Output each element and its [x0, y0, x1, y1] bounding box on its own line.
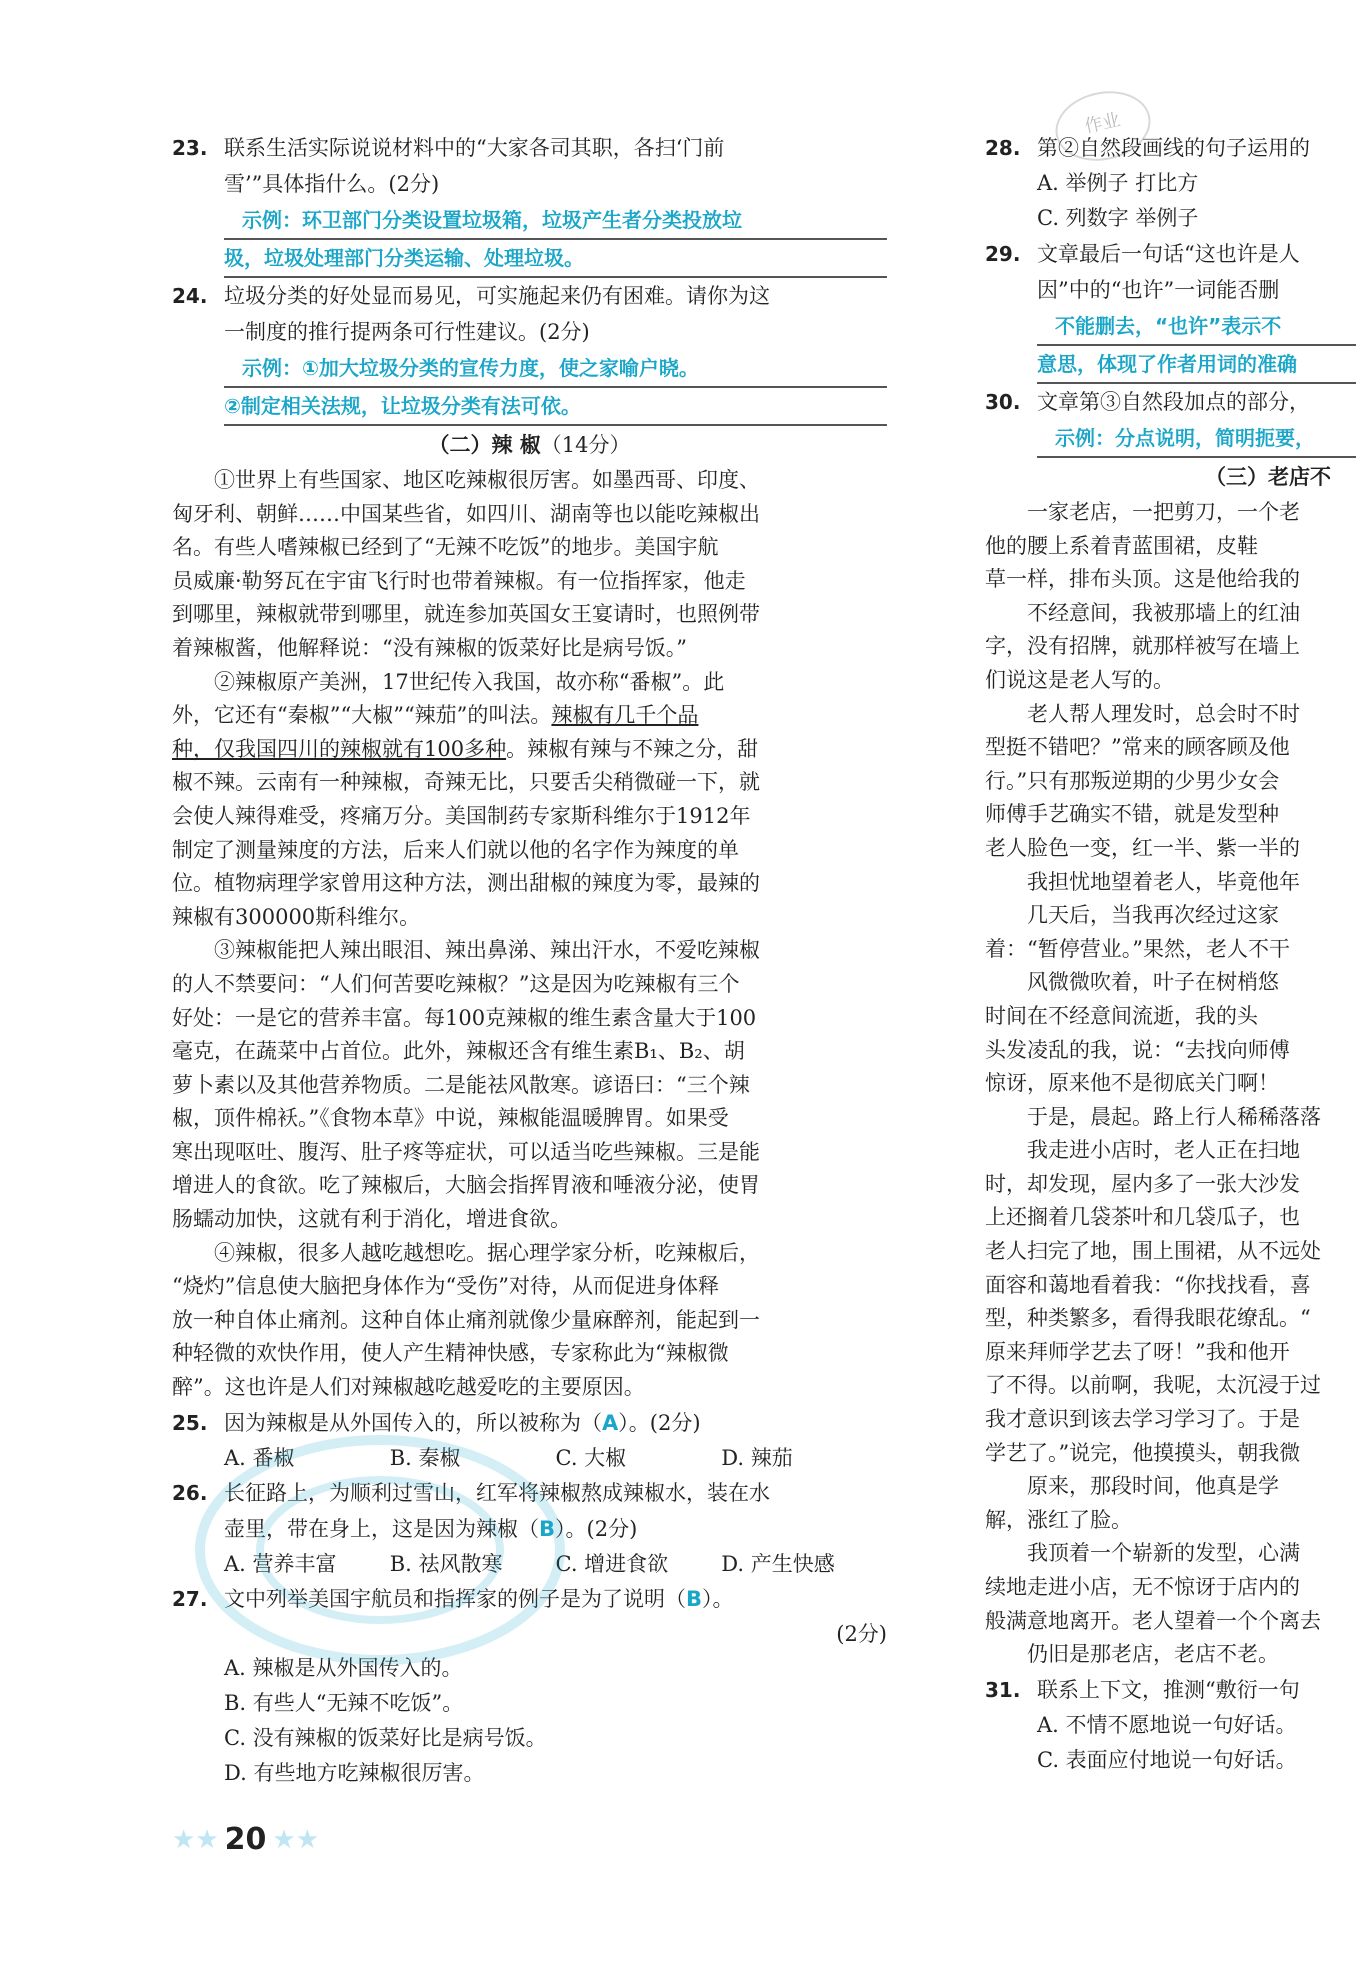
p2-underlined-start: 辣椒有几千个品 — [551, 703, 699, 728]
question-24 — [172, 278, 887, 426]
question-29 — [985, 236, 1356, 384]
p3-line: 好处：一是它的营养丰富。每100克辣椒的维生素含量大于100 — [172, 1005, 757, 1030]
p2-line: 辣椒有300000斯科维尔。 — [172, 904, 421, 929]
p2-line: 位。植物病理学家曾用这种方法，测出甜椒的辣度为零，最辣的 — [172, 871, 760, 896]
story-line: 般满意地离开。老人望着一个个离去 — [985, 1608, 1321, 1633]
p2-line3-part2: 。辣椒有辣与不辣之分，甜 — [506, 736, 759, 761]
p4-line: ④辣椒，很多人越吃越想吃。据心理学家分析，吃辣椒后， — [214, 1240, 760, 1265]
p3-line: 的人不禁要问：“人们何苦要吃辣椒？”这是因为吃辣椒有三个 — [172, 971, 740, 996]
star-icon: ★ — [195, 1824, 219, 1855]
p4-line: 种轻微的欢快作用，使人产生精神快感，专家称此为“辣椒微 — [172, 1341, 729, 1366]
story-line: 字，没有招牌，就那样被写在墙上 — [985, 634, 1300, 659]
q29-answer-line2: 意思，体现了作者用词的准确 — [1037, 346, 1356, 384]
story-line: 了不得。以前啊，我呢，太沉浸于过 — [985, 1373, 1321, 1398]
q25-stem-end: ）。(2分) — [618, 1410, 701, 1435]
p4-line: “烧灼”信息使大脑把身体作为“受伤”对待，从而促进身体释 — [172, 1274, 719, 1299]
p3-line: 肠蠕动加快，这就有利于消化，增进食欲。 — [172, 1207, 571, 1232]
q28-option-a[interactable]: A. 举例子 打比方 — [1037, 171, 1199, 195]
q25-option-b[interactable]: B. 秦椒 — [389, 1445, 461, 1470]
p2-line — [172, 733, 887, 767]
section-2-heading: （二）辣 椒 — [428, 433, 541, 457]
section-2-points: （14分） — [540, 433, 631, 457]
watermark-graphic — [190, 1420, 570, 1680]
story-line: 于是，晨起。路上行人稀稀落落 — [1027, 1104, 1321, 1129]
story-text — [985, 496, 1356, 1672]
q26-number: 26. — [172, 1480, 208, 1505]
star-icon: ★ — [272, 1824, 296, 1855]
story-line: 型，种类繁多，看得我眼花缭乱。“ — [985, 1306, 1311, 1331]
q25-answer: A — [602, 1410, 619, 1435]
q27-stem-end: ）。 — [702, 1586, 734, 1611]
star-icon: ★ — [172, 1824, 196, 1855]
p3-line: 萝卜素以及其他营养物质。二是能祛风散寒。谚语曰：“三个辣 — [172, 1072, 750, 1097]
paragraph-4 — [172, 1237, 887, 1405]
q23-answer-line1: 示例：环卫部门分类设置垃圾箱，垃圾产生者分类投放垃 — [224, 202, 887, 240]
story-line: 不经意间，我被那墙上的红油 — [1027, 600, 1300, 625]
story-line: 老人脸色一变，红一半、紫一半的 — [985, 835, 1300, 860]
q31-option-c[interactable]: C. 表面应付地说一句好话。 — [1037, 1747, 1297, 1772]
q31-number: 31. — [985, 1677, 1021, 1702]
q26-answer: B — [539, 1516, 556, 1541]
paragraph-2 — [172, 666, 887, 935]
q31-option-a[interactable]: A. 不情不愿地说一句好话。 — [1037, 1712, 1297, 1737]
star-icon: ★ — [295, 1824, 319, 1855]
p1-line: 员威廉·勒努瓦在宇宙飞行时也带着辣椒。有一位指挥家，他走 — [172, 568, 746, 593]
p1-line: 匈牙利、朝鲜……中国某些省，如四川、湖南等也以能吃辣椒出 — [172, 501, 760, 526]
p2-line2-part1: 外，它还有“秦椒”“大椒”“辣茄”的叫法。 — [172, 703, 552, 728]
paragraph-3 — [172, 934, 887, 1236]
q24-answer-line1: 示例：①加大垃圾分类的宣传力度，使之家喻户晓。 — [224, 350, 887, 388]
story-line: 们说这是老人写的。 — [985, 667, 1174, 692]
p2-line: 制定了测量辣度的方法，后来人们就以他的名字作为辣度的单 — [172, 837, 739, 862]
paragraph-1 — [172, 464, 887, 666]
story-line: 续地走进小店，无不惊讶于店内的 — [985, 1575, 1300, 1599]
q27-option-b[interactable]: B. 有些人“无辣不吃饭”。 — [224, 1690, 464, 1715]
story-line: 面容和蔼地看着我：“你找找看，喜 — [985, 1272, 1311, 1297]
story-line: 他的腰上系着青蓝围裙，皮鞋 — [985, 533, 1258, 558]
q25-option-d[interactable]: D. 辣茄 — [721, 1445, 793, 1470]
q29-answer-line1: 不能删去，“也许”表示不 — [1037, 308, 1356, 346]
question-31 — [985, 1672, 1356, 1778]
story-line: 几天后，当我再次经过这家 — [1027, 903, 1279, 928]
p2-line: 会使人辣得难受，疼痛万分。美国制药专家斯科维尔于1912年 — [172, 803, 751, 828]
p3-line: 椒，顶件棉袄。”《食物本草》中说，辣椒能温暖脾胃。如果受 — [172, 1106, 729, 1131]
story-line: 着：“暂停营业。”果然，老人不干 — [985, 936, 1290, 961]
q27-number: 27. — [172, 1586, 208, 1611]
q29-text-line1: 文章最后一句话“这也许是人 — [1037, 242, 1300, 266]
story-line: 一家老店，一把剪刀，一个老 — [1027, 500, 1300, 524]
q24-text-line1: 垃圾分类的好处显而易见，可实施起来仍有困难。请你为这 — [224, 284, 770, 308]
q23-number: 23. — [172, 136, 208, 160]
story-line: 师傅手艺确实不错，就是发型种 — [985, 802, 1279, 827]
p2-underlined-end: 种，仅我国四川的辣椒就有100多种 — [172, 736, 507, 761]
story-line: 解，涨红了脸。 — [985, 1507, 1132, 1532]
p2-line: ②辣椒原产美洲，17世纪传入我国，故亦称“番椒”。此 — [214, 669, 725, 694]
story-line: 原来，那段时间，他真是学 — [1027, 1474, 1279, 1499]
q28-option-c[interactable]: C. 列数字 举例子 — [1037, 206, 1199, 230]
section-3-title: （三）老店不 — [1205, 465, 1331, 489]
q23-text-line1: 联系生活实际说说材料中的“大家各司其职，各扫‘门前 — [224, 136, 725, 160]
p1-line: 到哪里，辣椒就带到哪里，就连参加英国女王宴请时，也照例带 — [172, 602, 760, 627]
story-line: 我才意识到该去学习学习了。于是 — [985, 1407, 1300, 1432]
p2-line: 椒不辣。云南有一种辣椒，奇辣无比，只要舌尖稍微碰一下，就 — [172, 770, 760, 795]
story-line: 我走进小店时，老人正在扫地 — [1027, 1138, 1300, 1163]
p3-line: ③辣椒能把人辣出眼泪、辣出鼻涕、辣出汗水，不爱吃辣椒 — [214, 938, 760, 963]
story-line: 老人扫完了地，围上围裙，从不远处 — [985, 1239, 1321, 1264]
story-line: 仍旧是那老店，老店不老。 — [1027, 1642, 1279, 1667]
q27-option-a[interactable]: A. 辣椒是从外国传入的。 — [224, 1655, 463, 1680]
q29-number: 29. — [985, 242, 1021, 266]
story-line: 学艺了。”说完，他摸摸头，朝我微 — [985, 1440, 1301, 1465]
q23-answer-line2: 圾，垃圾处理部门分类运输、处理垃圾。 — [224, 240, 887, 278]
q23-text-line2: 雪’”具体指什么。(2分) — [224, 172, 440, 196]
q26-option-b[interactable]: B. 祛风散寒 — [389, 1551, 503, 1576]
story-line: 风微微吹着，叶子在树梢悠 — [1027, 970, 1279, 995]
story-line: 草一样，排布头顶。这是他给我的 — [985, 567, 1300, 592]
page-footer — [172, 1822, 319, 1857]
p3-line: 增进人的食欲。吃了辣椒后，大脑会指挥胃液和唾液分泌，使胃 — [172, 1173, 760, 1198]
story-line: 老人帮人理发时，总会时不时 — [1027, 701, 1300, 726]
p3-line: 毫克，在蔬菜中占首位。此外，辣椒还含有维生素B₁、B₂、胡 — [172, 1039, 745, 1064]
q30-answer: 示例：分点说明，简明扼要， — [1037, 420, 1356, 458]
question-23 — [172, 130, 887, 278]
q28-text: 第②自然段画线的句子运用的 — [1037, 136, 1310, 160]
q24-number: 24. — [172, 284, 208, 308]
section-2-title — [172, 426, 887, 464]
q27-stem: 文中列举美国宇航员和指挥家的例子是为了说明（ — [224, 1586, 686, 1611]
page-number: 20 — [224, 1822, 267, 1857]
q28-number: 28. — [985, 136, 1021, 160]
story-line: 型挺不错吧？”常来的顾客顾及他 — [985, 735, 1290, 760]
q25-option-a[interactable]: A. 番椒 — [224, 1445, 295, 1470]
story-line: 时，却发现，屋内多了一张大沙发 — [985, 1171, 1300, 1196]
question-28 — [985, 130, 1356, 236]
p4-line: 放一种自体止痛剂。这种自体止痛剂就像少量麻醉剂，能起到一 — [172, 1307, 760, 1332]
q26-text-line1: 长征路上，为顺利过雪山，红军将辣椒熬成辣椒水，装在水 — [224, 1480, 770, 1505]
q25-stem: 因为辣椒是从外国传入的，所以被称为（ — [224, 1410, 602, 1435]
story-line: 上还搁着几袋茶叶和几袋瓜子，也 — [985, 1205, 1300, 1230]
story-line: 惊讶，原来他不是彻底关门啊！ — [985, 1071, 1279, 1096]
q31-text: 联系上下文，推测“敷衍一句 — [1037, 1677, 1300, 1702]
q30-number: 30. — [985, 390, 1021, 414]
p2-line — [172, 699, 887, 733]
p1-line: ①世界上有些国家、地区吃辣椒很厉害。如墨西哥、印度、 — [214, 468, 760, 492]
q24-text-line2: 一制度的推行提两条可行性建议。(2分) — [224, 320, 590, 344]
p1-line: 名。有些人嗜辣椒已经到了“无辣不吃饭”的地步。美国宇航 — [172, 535, 719, 560]
stamp-text: 作业 — [1082, 109, 1123, 138]
q27-option-c[interactable]: C. 没有辣椒的饭菜好比是病号饭。 — [224, 1725, 547, 1750]
story-line: 行。”只有那叛逆期的少男少女会 — [985, 768, 1280, 793]
q26-option-a[interactable]: A. 营养丰富 — [224, 1551, 337, 1576]
q26-option-c[interactable]: C. 增进食欲 — [555, 1551, 669, 1576]
p1-line: 着辣椒酱，他解释说：“没有辣椒的饭菜好比是病号饭。” — [172, 635, 687, 660]
right-column — [985, 130, 1356, 1778]
q29-text-line2: 因”中的“也许”一词能否删 — [1037, 278, 1280, 302]
q26-option-d[interactable]: D. 产生快感 — [721, 1551, 835, 1576]
p4-line: 醉”。这也许是人们对辣椒越吃越爱吃的主要原因。 — [172, 1375, 645, 1400]
q25-option-c[interactable]: C. 大椒 — [555, 1445, 627, 1470]
q25-number: 25. — [172, 1410, 208, 1435]
q27-score: (2分) — [836, 1621, 887, 1646]
story-line: 我担忧地望着老人，毕竟他年 — [1027, 869, 1300, 894]
question-30 — [985, 384, 1356, 458]
story-line: 时间在不经意间流逝，我的头 — [985, 1003, 1258, 1028]
q26-stem-end: ）。(2分) — [555, 1516, 638, 1541]
story-line: 原来拜师学艺去了呀！”我和他开 — [985, 1339, 1290, 1364]
p3-line: 寒出现呕吐、腹泻、肚子疼等症状，可以适当吃些辣椒。三是能 — [172, 1139, 760, 1164]
q24-answer-line2: ②制定相关法规，让垃圾分类有法可依。 — [224, 388, 887, 426]
story-line: 头发凌乱的我，说：“去找向师傅 — [985, 1037, 1290, 1062]
q27-option-d[interactable]: D. 有些地方吃辣椒很厉害。 — [224, 1760, 485, 1785]
q27-answer: B — [686, 1586, 703, 1611]
story-line: 我顶着一个崭新的发型，心满 — [1027, 1541, 1300, 1566]
q30-text: 文章第③自然段加点的部分， — [1037, 390, 1310, 414]
q26-stem: 壶里，带在身上，这是因为辣椒（ — [224, 1516, 539, 1541]
